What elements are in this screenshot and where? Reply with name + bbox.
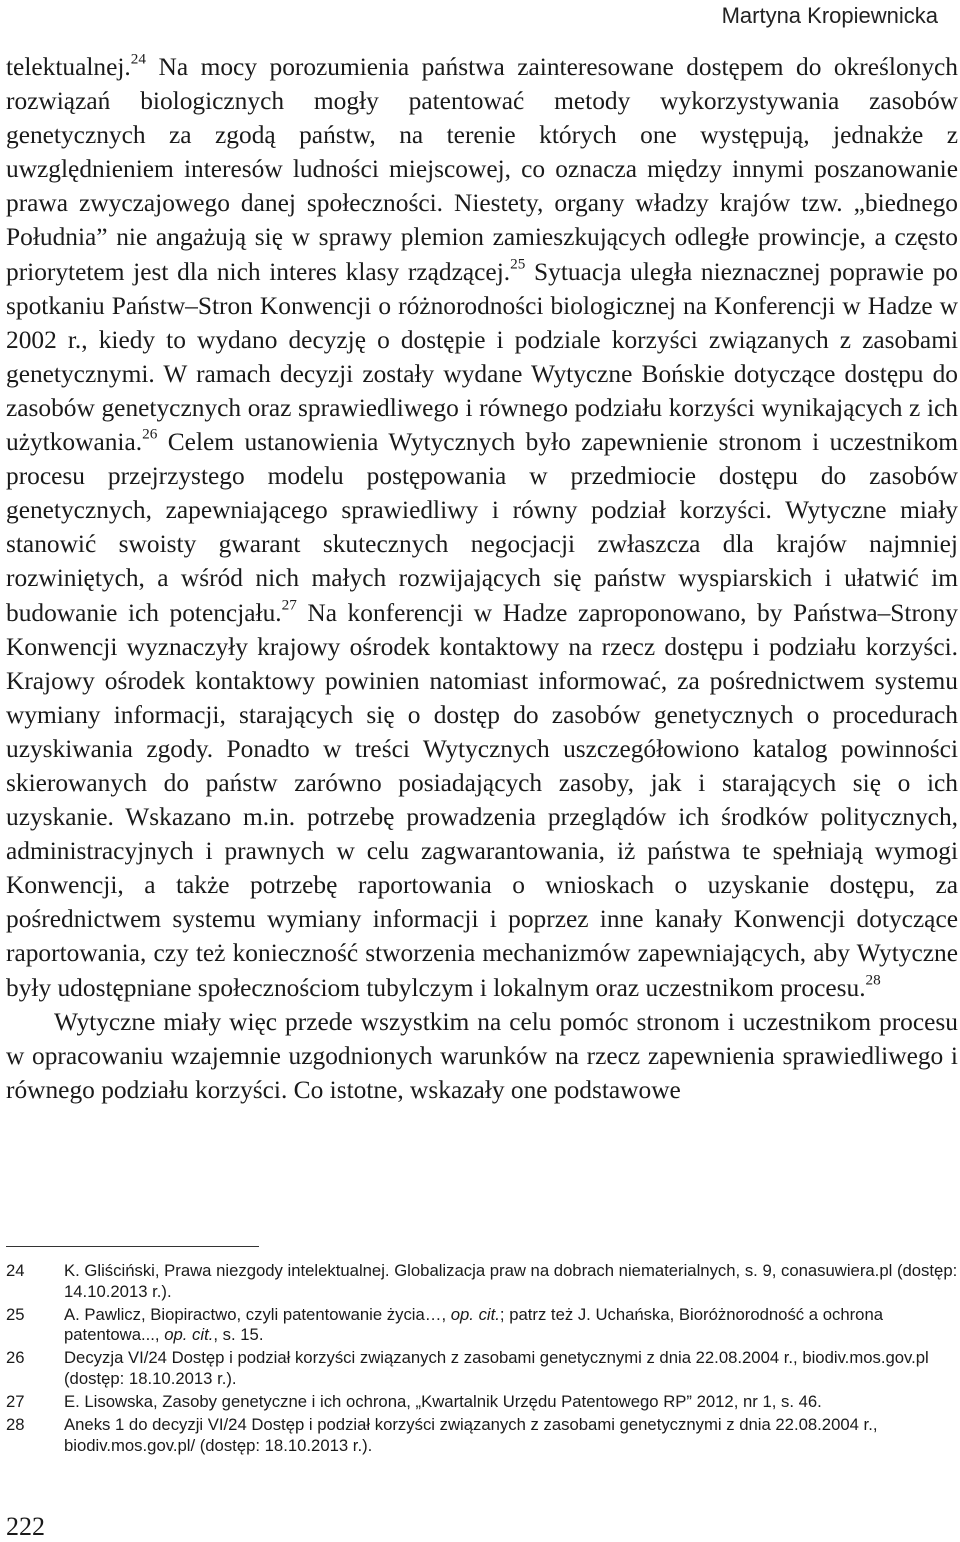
footnote-ref-28[interactable]: 28 (865, 971, 881, 989)
footnote-ref-26[interactable]: 26 (142, 425, 158, 443)
footnote-28 (6, 1415, 958, 1456)
footnotes (6, 1261, 958, 1459)
footnote-text-segment: , s. 15. (213, 1325, 264, 1345)
footnote-25 (6, 1305, 958, 1346)
footnote-text: Decyzja VI/24 Dostęp i podział korzyści związanych z zasobami genetycznymi z dnia 22.08.2004 r., biodiv.mos.gov.pl (dostęp: 18.10.2013 r.). (64, 1348, 929, 1389)
text-segment: Na konferencji w Hadze zaproponowano, by Państwa–Strony Konwencji wyznaczyły krajowy ośrodek kontaktowy na rzecz dostępu i podziału korzyści. Krajowy ośrodek kontaktowy powinien natomiast informować, za pośrednictwem systemu wymiany informacji, starających się o dostęp do zasobów genetycznych o procedurach uzyskiwania zgody. Ponadto w treści Wytycznych uszczegółowiono katalog powinności skierowanych do państw zarówno posiadających zasoby, jak i starających się o ich uzyskanie. Wskazano m.in. potrzebę prowadzenia przeglądów ich środków politycznych, administracyjnych i prawnych w celu zagwarantowania, iż państwa te spełniają wymogi Konwencji, a także potrzebę raportowania o wnioskach o uzyskanie dostępu, za pośrednictwem systemu wymiany informacji i poprzez inne kanały Konwencji dotyczące raportowania, czy też konieczność stworzenia mechanizmów zapewniających, aby Wytyczne były udostępniane społecznościom tubylczym i lokalnym oraz uczestnikom procesu. (6, 598, 958, 1002)
paragraph-2: Wytyczne miały więc przede wszystkim na celu pomóc stronom i uczestnikom procesu w opracowaniu wzajemnie uzgodnionych warunków na rzecz zapewnienia sprawiedliwego i równego podziału korzyści. Co istotne, wskazały one podstawowe (6, 1007, 958, 1104)
page-number: 222 (6, 1512, 45, 1541)
footnote-24 (6, 1261, 958, 1302)
text-segment: Na mocy porozumienia państwa zainteresowane dostępem do określonych rozwiązań biologicznych mogły patentować metody wykorzystywania zasobów genetycznych za zgodą państw, na terenie których one występują, jednakże z uwzględnieniem interesów ludności miejscowej, co oznacza między innymi poszanowanie prawa zwyczajowego danej społeczności. Niestety, organy władzy krajów tzw. „biednego Południa” nie angażują się w sprawy plemion zamieszkujących odległe prowincje, a często priorytetem jest dla nich interes klasy rządzącej. (6, 53, 958, 286)
footnote-op-cit: op. cit. (164, 1325, 214, 1345)
footnote-text: K. Gliściński, Prawa niezgody intelektualnej. Globalizacja praw na dobrach niematerialnych, s. 9, conasuwiera.pl (dostęp: 14.10.2013 r.). (64, 1261, 958, 1301)
footnote-number: 24 (6, 1261, 25, 1280)
footnote-separator (6, 1246, 259, 1247)
footnote-number: 26 (6, 1348, 25, 1368)
footnote-number: 27 (6, 1392, 25, 1412)
footnote-number: 25 (6, 1304, 25, 1324)
footnote-ref-25[interactable]: 25 (510, 255, 526, 273)
footnote-ref-24[interactable]: 24 (130, 50, 147, 68)
footnote-text (64, 1305, 958, 1346)
footnote-number: 28 (6, 1415, 25, 1435)
text-segment: Sytuacja uległa nieznacznej poprawie po spotkaniu Państw–Stron Konwencji o różnorodności biologicznej na Konferencji w Hadze w 2002 r., kiedy to wydano decyzję o dostępie i podziale korzyści związanych z zasobami genetycznymi. W ramach decyzji zostały wydane Wytyczne Bońskie dotyczące dostępu do zasobów genetycznych oraz sprawiedliwego i równego podziału korzyści wynikających z ich użytkowania. (6, 257, 958, 457)
text-segment: telektualnej. (6, 53, 131, 81)
body-text (6, 50, 958, 1107)
text-segment: Celem ustanowienia Wytycznych było zapewnienie stronom i uczestnikom procesu przejrzystego modelu postępowania w przedmiocie dostępu do zasobów genetycznych, zapewniającego sprawiedliwy i równy podział korzyści. Wytyczne miały stanowić swoisty gwarant skutecznych negocjacji zwłaszcza dla krajów najmniej rozwiniętych, a wśród nich małych rozwijających się państw wyspiarskich i ułatwić im budowanie ich potencjału. (6, 428, 958, 627)
footnote-text: Aneks 1 do decyzji VI/24 Dostęp i podział korzyści związanych z zasobami genetycznymi z dnia 22.08.2004 r., biodiv.mos.gov.pl/ (dostęp: 18.10.2013 r.). (64, 1415, 878, 1455)
footnote-text: E. Lisowska, Zasoby genetyczne i ich ochrona, „Kwartalnik Urzędu Patentowego RP” 2012, nr 1, s. 46. (64, 1392, 822, 1412)
footnote-26 (6, 1348, 958, 1389)
footnote-ref-27[interactable]: 27 (281, 596, 297, 614)
paragraph-1 (6, 50, 958, 1005)
footnote-op-cit: op. cit. (450, 1304, 500, 1324)
footnote-text-segment: ; patrz też J. Uchańska, Bioróżnorodność a ochrona patentowa..., (64, 1304, 884, 1345)
running-header-author: Martyna Kropiewnicka (721, 3, 938, 28)
footnote-text-segment: A. Pawlicz, Biopiractwo, czyli patentowanie życia…, (64, 1304, 451, 1324)
footnote-27 (6, 1392, 958, 1413)
